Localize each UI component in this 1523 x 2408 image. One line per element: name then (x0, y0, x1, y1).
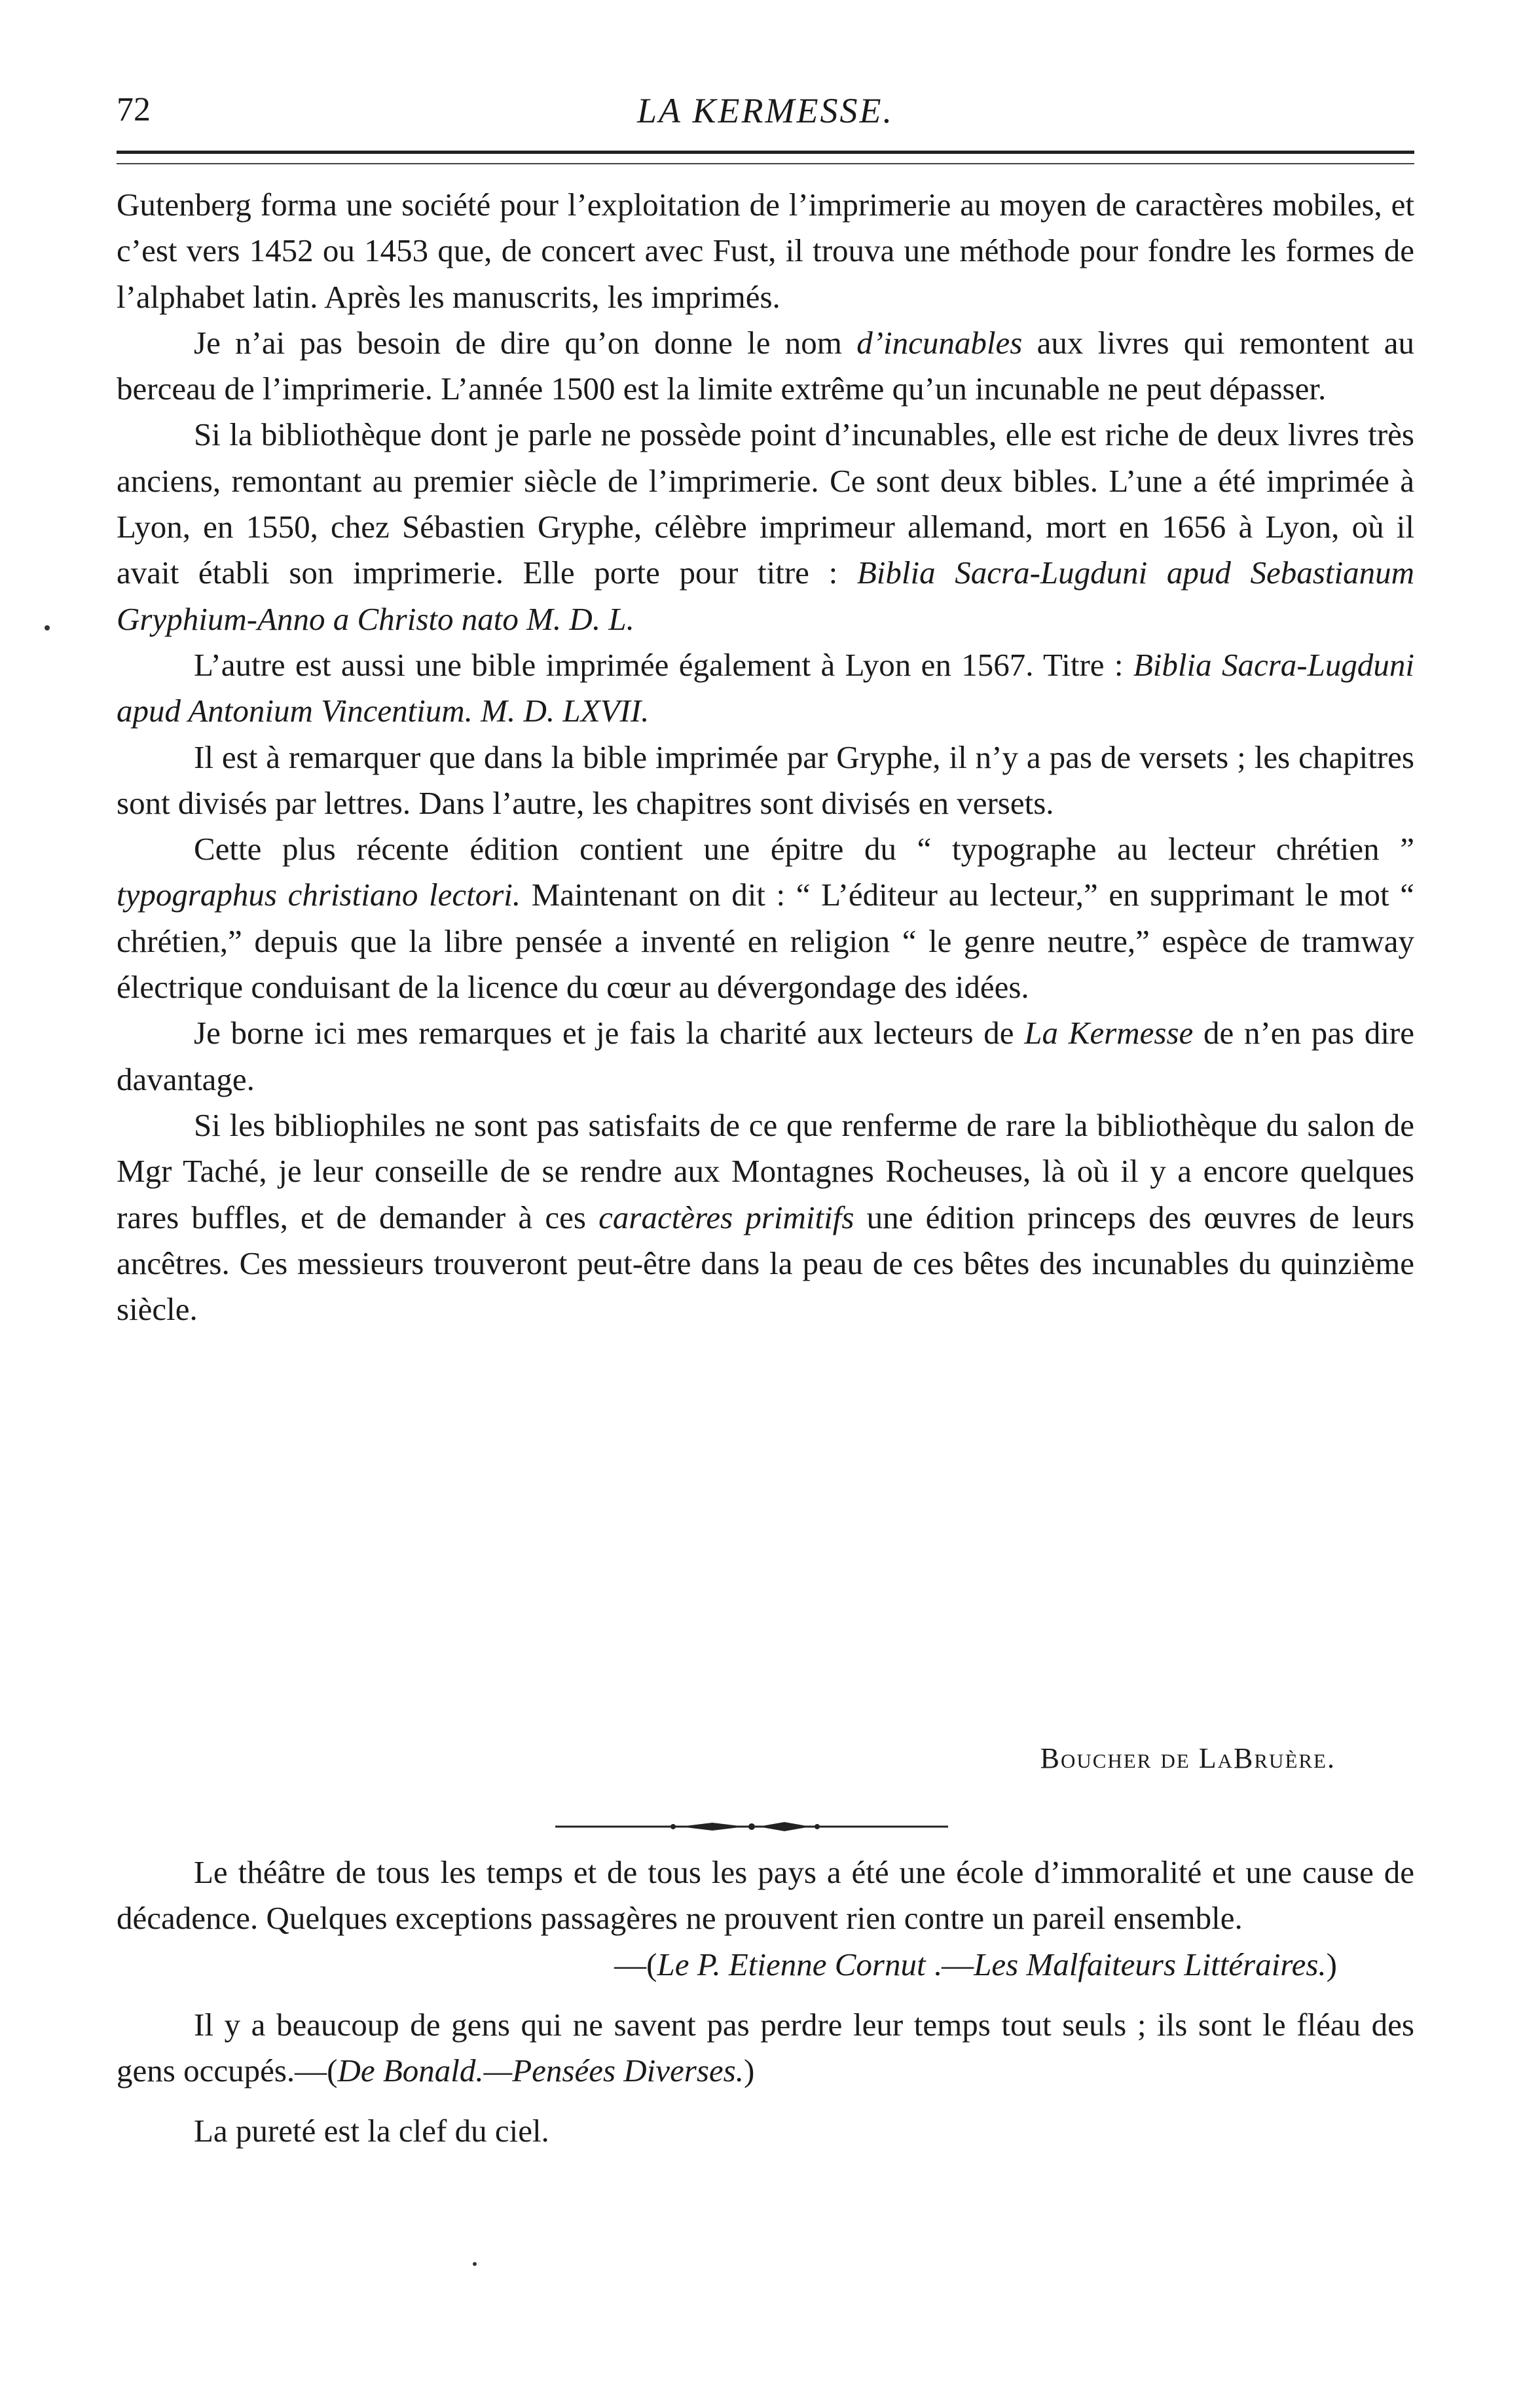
author-signature: Boucher de LaBruère. (1040, 1742, 1336, 1774)
text-run: Il est à remarquer que dans la bible imprimée par Gryphe, il n’y a pas de versets ; les chapitres sont divisés par lettres. Dans l’autre, les chapitres sont divisés en versets. (117, 739, 1414, 821)
text-run: Si les bibliophiles ne sont pas satisfaits de ce que renferme de rare la bibliothèque du salon de Mgr Taché, je leur conseille de se rendre aux Montagnes Rocheuses, là où il y a encore quelques rares buffles, et de demander à ces (117, 1106, 1414, 1235)
text-run: Je n’ai pas besoin de dire qu’on donne le nom (194, 324, 857, 361)
text-run: une édition princeps des œuvres de leurs ancêtres. Ces messieurs trouveront peut-être dans la peau de ces bêtes des incunables du quinzième siècle. (117, 1199, 1415, 1328)
paragraph (117, 826, 1414, 1010)
book-page (117, 85, 1415, 2149)
paragraph (117, 412, 1414, 642)
italic-text: Les Malfaiteurs Littéraires. (974, 1946, 1327, 1982)
paragraph (117, 1103, 1414, 1332)
article-body (117, 182, 1414, 1332)
margin-mark (473, 2262, 477, 2266)
paragraph (117, 182, 1414, 320)
italic-text: La Kermesse (1024, 1015, 1194, 1051)
text-run: Il y a beaucoup de gens qui ne savent pas perdre leur temps tout seuls ; ils sont le fléau des gens occupés.—( (117, 2006, 1414, 2089)
text-run: ) (1326, 1946, 1337, 1982)
page-header (117, 85, 1414, 137)
text-run: Je borne ici mes remarques et je fais la charité aux lecteurs de (194, 1015, 1025, 1051)
text-run: Maintenant on dit : “ L’éditeur au lecteur,” en supprimant le mot “ chrétien,” depuis que la libre pensée a inventé en religion “ le genre neutre,” espèce de tramway électrique conduisant de la licence du cœur au dévergondage des idées. (117, 877, 1414, 1006)
quote-paragraph (117, 2002, 1414, 2094)
italic-text: caractères primitifs (598, 1199, 854, 1235)
paragraph (117, 735, 1414, 827)
quote-paragraph (117, 1850, 1414, 1942)
paragraph (117, 642, 1414, 735)
text-run: aux livres qui remontent au berceau de l’imprimerie. L’année 1500 est la limite extrême qu’un incunable ne peut dépasser. (117, 324, 1414, 407)
text-run: L’autre est aussi une bible imprimée également à Lyon en 1567. Titre : (194, 646, 1133, 683)
italic-text: Biblia Sacra-Lugduni apud Sebastianum Gryphium-Anno a Christo nato M. D. L. (117, 555, 1414, 637)
paragraph (117, 320, 1414, 412)
text-run: Gutenberg forma une société pour l’exploitation de l’imprimerie au moyen de caractères mobiles, et c’est vers 1452 ou 1453 que, de concert avec Fust, il trouva une méthode pour fondre les formes de l’alphabet latin. Après les manuscrits, les imprimés. (117, 187, 1414, 315)
quote-paragraph (117, 2108, 1414, 2154)
margin-mark (45, 625, 50, 630)
text-run: Si la bibliothèque dont je parle ne possède point d’incunables, elle est riche de deux livres très anciens, remontant au premier siècle de l’imprimerie. Ce sont deux bibles. L’une a été imprimée à Lyon, en 1550, chez Sébastien Gryphe, célèbre imprimeur allemand, mort en 1656 à Lyon, où il avait établi son imprimerie. Elle porte pour titre : (117, 416, 1414, 591)
quote-source (117, 1942, 1414, 1988)
quotations-section (117, 1850, 1414, 2155)
italic-text: De Bonald.—Pensées Diverses. (337, 2052, 744, 2089)
text-run: .— (925, 1946, 974, 1982)
italic-text: typographus christiano lectori. (117, 877, 521, 913)
text-run: ) (743, 2052, 755, 2089)
header-rule (117, 151, 1414, 164)
text-run: La pureté est la clef du ciel. (194, 2113, 549, 2149)
paragraph (117, 1010, 1414, 1103)
text-run: Cette plus récente édition contient une épitre du “ typographe au lecteur chrétien ” (194, 831, 1414, 867)
page-number: 72 (117, 91, 151, 128)
running-title: LA KERMESSE. (637, 91, 894, 130)
italic-text: Le P. Etienne Cornut (657, 1946, 926, 1982)
ornament-divider-icon (549, 1817, 955, 1836)
italic-text: d’incunables (856, 324, 1023, 361)
text-run: —( (614, 1946, 657, 1982)
italic-text: Biblia Sacra-Lugduni apud Antonium Vincentium. M. D. LXVII. (117, 646, 1414, 729)
text-run: de n’en pas dire davantage. (117, 1015, 1414, 1097)
text-run: Le théâtre de tous les temps et de tous les pays a été une école d’immoralité et une cause de décadence. Quelques exceptions passagères ne prouvent rien contre un pareil ensemble. (117, 1854, 1414, 1937)
